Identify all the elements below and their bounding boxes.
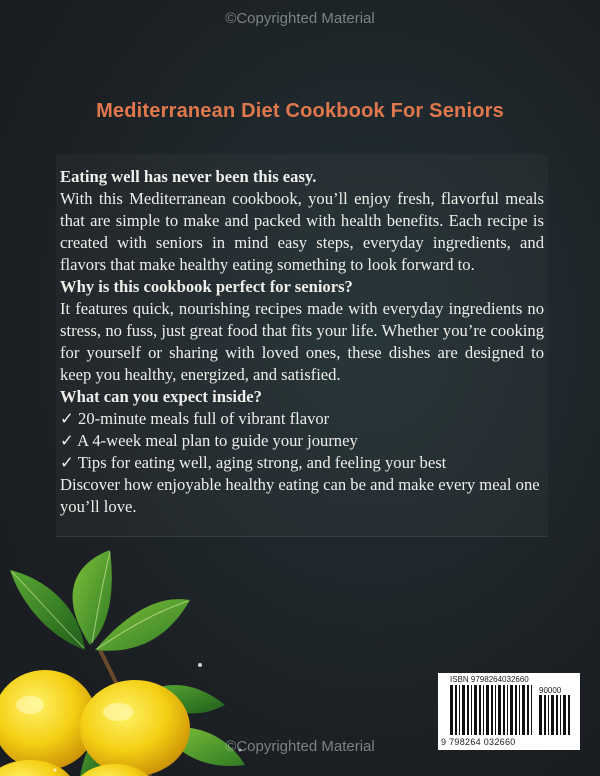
list-item: ✓ Tips for eating well, aging strong, and feeling your best [60,453,447,472]
price-barcode-bars [539,695,573,735]
book-title: Mediterranean Diet Cookbook For Seniors [96,100,504,122]
barcode-bars [450,685,534,735]
paragraph-intro: With this Mediterranean cookbook, you’ll enjoy fresh, flavorful meals that are simple to make and packed with health benefits. Each recipe is created with seniors in mind easy steps, everyday ingredients, and flavors that make healthy eating something to look forward to. [60,189,544,274]
watermark-top: ©Copyrighted Material [225,10,375,27]
price-code: 90000 [539,686,562,695]
list-item: ✓ 20-minute meals full of vibrant flavor [60,409,330,428]
heading-eating-well: Eating well has never been this easy. [60,167,317,186]
paragraph-closing: Discover how enjoyable healthy eating can be and make every meal one you’ll love. [60,475,540,516]
isbn-label: ISBN 9798264032660 [450,675,529,684]
watermark-bottom: ©Copyrighted Material [225,738,375,755]
heading-why: Why is this cookbook perfect for seniors? [60,277,353,296]
paragraph-features: It features quick, nourishing recipes made with everyday ingredients no stress, no fuss, just great food that fits your life. Whether you’re cooking for yourself or sharing with loved ones, these dishes are designed to keep you healthy, energized, and satisfied. [60,299,544,384]
description-text [60,166,544,518]
isbn-digits: 9 798264 032660 [441,737,516,747]
list-item: ✓ A 4-week meal plan to guide your journey [60,431,358,450]
heading-expect: What can you expect inside? [60,387,262,406]
